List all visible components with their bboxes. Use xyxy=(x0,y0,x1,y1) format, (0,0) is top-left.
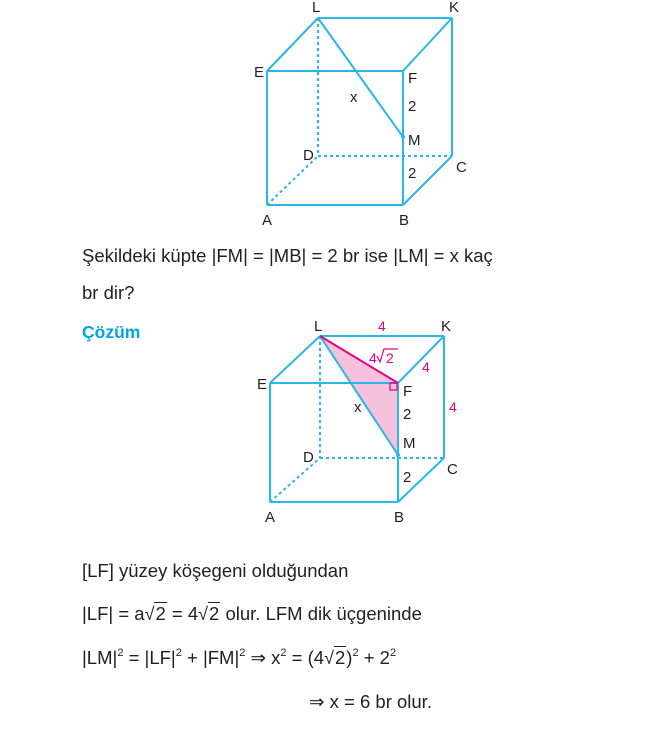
vertex-C-label-2: C xyxy=(447,461,458,478)
vertex-C-label: C xyxy=(456,159,467,176)
fm-length-label: 2 xyxy=(408,98,417,115)
lf-length-label xyxy=(369,349,398,366)
fk-length-label: 4 xyxy=(422,359,430,375)
fm-length-label-2: 2 xyxy=(403,406,412,423)
vertex-D-label: D xyxy=(303,147,314,164)
solution-line-1: [LF] yüzey köşegeni olduğundan xyxy=(82,560,349,581)
mb-length-label-2: 2 xyxy=(403,469,412,486)
vertex-F-label: F xyxy=(408,70,418,87)
vertex-B-label: B xyxy=(399,212,410,229)
vertex-B-label-2: B xyxy=(394,509,405,526)
vertex-K-label-2: K xyxy=(441,318,452,335)
solution-heading: Çözüm xyxy=(82,322,141,342)
x-label-2: x xyxy=(354,399,362,416)
vertex-A-label: A xyxy=(262,212,273,229)
solution-line-4: ⇒ x = 6 br olur. xyxy=(309,691,432,712)
problem-line-2: br dir? xyxy=(82,282,135,303)
problem-line-1: Şekildeki küpte |FM| = |MB| = 2 br ise |LM| = x kaç xyxy=(82,245,493,266)
svg-text:4: 4 xyxy=(369,350,377,366)
solution-line-3: $|LM|^2 = |LF|^2 + |FM|^2$ ⇒ $x^2 = (4√2)^2 + 2^2$ xyxy=(82,647,397,668)
vertex-L-label: L xyxy=(312,0,321,16)
lk-length-label: 4 xyxy=(378,318,386,334)
vertex-E-label: E xyxy=(254,64,265,81)
mb-length-label: 2 xyxy=(408,165,417,182)
kc-length-label: 4 xyxy=(449,399,457,415)
x-label: x xyxy=(350,89,358,106)
vertex-M-label: M xyxy=(408,132,421,149)
vertex-E-label-2: E xyxy=(257,376,268,393)
svg-text:2: 2 xyxy=(386,350,394,366)
vertex-M-label-2: M xyxy=(403,435,416,452)
solution-line-2: |LF| = a√2 = 4√2 olur. LFM dik üçgeninde xyxy=(82,603,422,624)
vertex-L-label-2: L xyxy=(314,318,323,335)
vertex-F-label-2: F xyxy=(403,383,413,400)
vertex-A-label-2: A xyxy=(265,509,276,526)
vertex-D-label-2: D xyxy=(303,449,314,466)
vertex-K-label: K xyxy=(449,0,460,16)
